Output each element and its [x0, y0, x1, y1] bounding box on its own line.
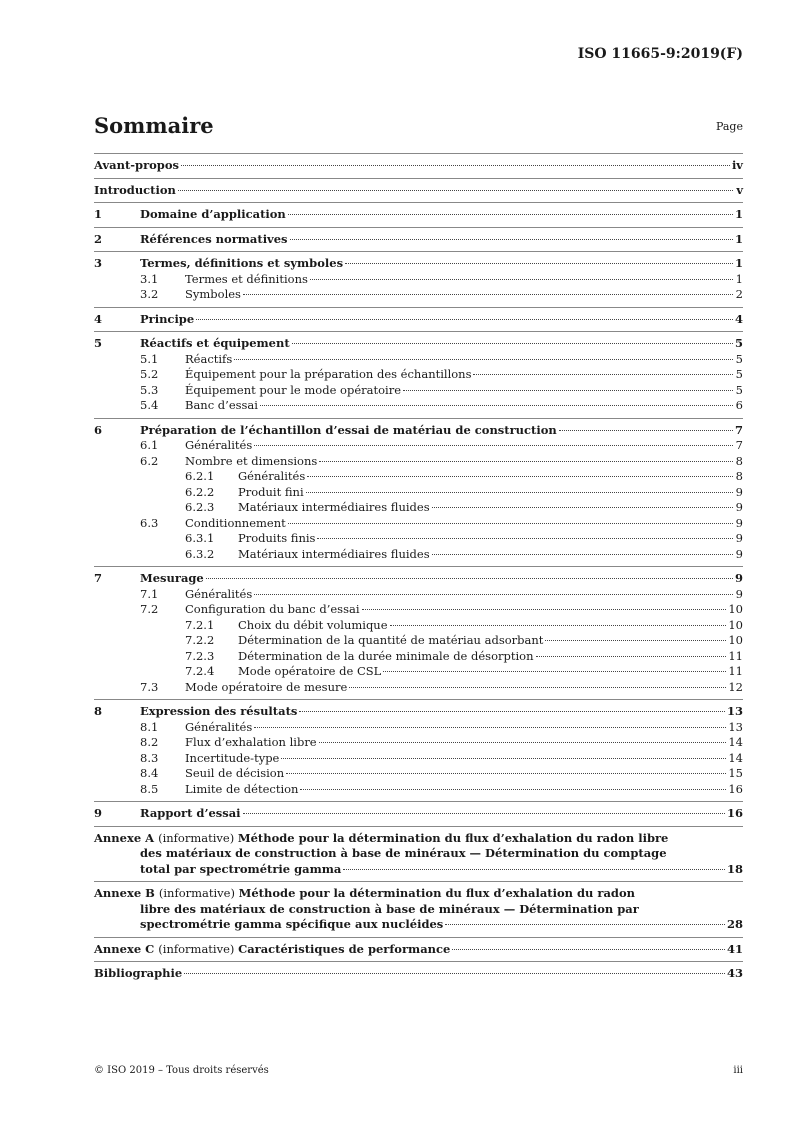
toc-entry-title: Préparation de l’échantillon d’essai de matériau de construction	[140, 422, 557, 437]
toc-entry-page: 28	[726, 917, 743, 931]
toc-entry-title: Généralités	[185, 438, 253, 452]
toc-entry-line[interactable]	[238, 547, 743, 563]
toc-leader-dots	[299, 711, 725, 712]
toc-entry[interactable]	[94, 806, 743, 822]
toc-entry[interactable]	[94, 547, 743, 563]
toc-entry-number: 8.2	[140, 735, 159, 749]
toc-entry[interactable]	[94, 423, 743, 439]
toc-leader-dots	[310, 279, 733, 280]
toc-leader-dots	[206, 578, 733, 579]
toc-entry-page: 5	[734, 336, 743, 350]
toc-leader-dots	[536, 656, 727, 657]
toc-entry-line[interactable]	[238, 485, 743, 501]
toc-entry-line[interactable]	[185, 735, 743, 751]
toc-entry[interactable]	[94, 336, 743, 352]
annex-first-line	[94, 831, 743, 847]
toc-leader-dots	[432, 554, 733, 555]
toc-entry-title: Mesurage	[140, 571, 204, 585]
toc-entry[interactable]	[94, 664, 743, 680]
toc-entry-page: 9	[735, 531, 743, 545]
toc-entry-title: Termes et définitions	[185, 271, 308, 286]
toc-entry-page: iv	[731, 158, 743, 172]
toc-entry-title: Avant-propos	[94, 158, 179, 172]
toc-entry-page: 16	[728, 781, 743, 796]
document-reference: ISO 11665-9:2019(F)	[577, 46, 743, 62]
toc-leader-dots	[234, 359, 733, 360]
toc-entry-title: Équipement pour le mode opératoire	[185, 382, 402, 397]
toc-entry-line[interactable]	[238, 649, 743, 665]
toc-leader-dots	[292, 343, 733, 344]
toc-entry-page: 5	[735, 382, 743, 397]
toc-entry-number: 8.1	[140, 719, 159, 734]
toc-separator	[94, 202, 743, 203]
toc-entry-title: Domaine d’application	[140, 207, 286, 221]
toc-entry-line[interactable]	[238, 664, 743, 680]
toc-leader-dots	[349, 687, 726, 688]
toc-leader-dots	[181, 165, 730, 166]
toc-entry-title: Réactifs	[185, 351, 233, 366]
annex-first-line	[94, 886, 743, 902]
toc-entry-line[interactable]	[185, 516, 743, 532]
toc-entry-line[interactable]	[140, 423, 743, 439]
annex-title-line1: Méthode pour la détermination du flux d’exhalation du radon libre	[237, 830, 669, 845]
toc-entry-page: 18	[726, 861, 743, 876]
toc-entry-title: Banc d’essai	[185, 398, 258, 412]
toc-entry[interactable]	[94, 571, 743, 587]
toc-entry[interactable]	[94, 438, 743, 454]
toc-leader-dots	[307, 476, 733, 477]
toc-entry-number: 8.4	[140, 766, 159, 780]
toc-entry[interactable]	[94, 469, 743, 485]
toc-leader-dots	[288, 523, 733, 524]
toc-entry-page: 9	[735, 500, 743, 514]
toc-entry[interactable]	[94, 158, 743, 174]
toc-entry-line[interactable]	[238, 531, 743, 547]
toc-separator	[94, 307, 743, 308]
toc-entry-page: 14	[728, 735, 743, 749]
toc-entry-line[interactable]	[185, 782, 743, 798]
toc-entry[interactable]	[94, 232, 743, 248]
toc-entry-title: Détermination de la durée minimale de désorption	[238, 648, 534, 663]
toc-entry-line[interactable]	[185, 454, 743, 470]
toc-entry-number: 3.1	[140, 271, 159, 286]
toc-entry-number: 6.1	[140, 438, 159, 452]
toc-entry-number: 6.3	[140, 515, 159, 530]
toc-entry-line[interactable]	[185, 587, 743, 603]
toc-annex-c-entry[interactable]	[94, 942, 743, 958]
toc-entry-page: 11	[728, 648, 743, 663]
toc-entry-page: 5	[735, 367, 743, 381]
toc-entry-line[interactable]	[94, 942, 743, 958]
page-title: Sommaire	[94, 113, 214, 138]
toc-entry-title: Équipement pour la préparation des échantillons	[185, 367, 472, 381]
toc-entry-page: 16	[726, 806, 743, 820]
toc-entry[interactable]	[94, 633, 743, 649]
toc-entry-number: 8.3	[140, 750, 159, 765]
toc-leader-dots	[281, 758, 726, 759]
toc-entry-number: 7.2.2	[185, 633, 215, 647]
toc-entry-page: 12	[728, 679, 743, 694]
toc-entry-number: 6.2.2	[185, 484, 215, 499]
annex-label: Annexe A	[94, 830, 159, 845]
toc-entry[interactable]	[94, 680, 743, 696]
toc-entry-page: 10	[728, 602, 743, 616]
toc-entry[interactable]	[94, 516, 743, 532]
toc-entry[interactable]	[94, 183, 743, 199]
toc-entry-line[interactable]	[238, 618, 743, 634]
toc-leader-dots	[254, 594, 733, 595]
toc-leader-dots	[243, 294, 733, 295]
toc-separator	[94, 178, 743, 179]
annex-title-line1: Méthode pour la détermination du flux d’exhalation du radon	[238, 886, 636, 900]
toc-leader-dots	[403, 390, 733, 391]
toc-leader-dots	[306, 492, 733, 493]
toc-entry-page: 5	[735, 351, 743, 366]
toc-entry-title: Matériaux intermédiaires fluides	[238, 500, 430, 514]
toc-entry-title: Incertitude-type	[185, 750, 280, 765]
toc-entry-number: 7.2.4	[185, 664, 215, 678]
toc-entry-line[interactable]	[94, 966, 743, 982]
toc-entry-page: 7	[734, 422, 743, 437]
annex-title-line3: spectrométrie gamma spécifique aux nucléides	[140, 917, 444, 931]
copyright-footer: © ISO 2019 – Tous droits réservés	[94, 1065, 269, 1076]
toc-entry-page: 8	[735, 469, 743, 483]
toc-leader-dots	[254, 445, 733, 446]
toc-separator	[94, 418, 743, 419]
toc-entry-line[interactable]	[140, 207, 743, 223]
annex-title-line2: des matériaux de construction à base de minéraux — Détermination du comptage	[140, 846, 667, 860]
toc-entry-title: Détermination de la quantité de matériau adsorbant	[238, 633, 544, 647]
toc-entry-title	[94, 942, 450, 958]
toc-entry-number: 7.2.3	[185, 648, 215, 663]
toc-leader-dots	[545, 640, 726, 641]
toc-leader-dots	[432, 507, 733, 508]
toc-entry-title: Termes, définitions et symboles	[140, 256, 344, 270]
toc-entry-page: v	[736, 182, 743, 197]
toc-separator	[94, 699, 743, 700]
annex-title: Caractéristiques de performance	[238, 941, 451, 956]
toc-entry-line[interactable]	[185, 751, 743, 767]
toc-entry-line[interactable]	[140, 232, 743, 248]
toc-entry-page: 9	[735, 546, 743, 561]
toc-entry[interactable]	[94, 485, 743, 501]
toc-entry-number: 8	[94, 704, 103, 718]
toc-entry-page: 9	[735, 484, 743, 499]
toc-entry-number: 9	[94, 806, 103, 820]
annex-type: (informative)	[158, 830, 238, 845]
toc-entry-page: 4	[734, 311, 743, 326]
table-of-contents	[94, 149, 743, 982]
toc-annex-entry[interactable]	[94, 886, 743, 933]
toc-entry-page: 10	[728, 633, 743, 647]
toc-entry[interactable]	[94, 500, 743, 516]
toc-leader-dots	[184, 973, 725, 974]
toc-leader-dots	[390, 625, 727, 626]
toc-leader-dots	[319, 461, 733, 462]
toc-entry[interactable]	[94, 367, 743, 383]
annex-label: Annexe B	[94, 886, 159, 900]
annex-type: (informative)	[158, 941, 239, 956]
toc-entry-title: Mode opératoire de CSL	[238, 664, 382, 678]
toc-annex-entry[interactable]	[94, 831, 743, 878]
toc-leader-dots	[300, 789, 726, 790]
toc-entry-number: 5.3	[140, 382, 159, 397]
toc-entry-line[interactable]	[185, 720, 743, 736]
toc-leader-dots	[362, 609, 727, 610]
toc-entry[interactable]	[94, 782, 743, 798]
toc-entry-page: 6	[735, 398, 743, 412]
toc-entry-number: 5	[94, 336, 103, 350]
toc-entry-title: Flux d’exhalation libre	[185, 735, 317, 749]
toc-leader-dots	[445, 924, 725, 925]
toc-entry-page: 8	[735, 453, 743, 468]
toc-entry-number: 5.2	[140, 367, 159, 381]
toc-entry-line[interactable]	[94, 183, 743, 199]
toc-separator	[94, 566, 743, 567]
toc-separator	[94, 826, 743, 827]
toc-entry[interactable]	[94, 751, 743, 767]
toc-entry-number: 3.2	[140, 287, 159, 301]
toc-entry-line[interactable]	[140, 312, 743, 328]
toc-entry-title: Références normatives	[140, 231, 288, 246]
toc-entry[interactable]	[94, 454, 743, 470]
toc-separator	[94, 801, 743, 802]
toc-entry[interactable]	[94, 287, 743, 303]
toc-entry-line[interactable]	[185, 352, 743, 368]
toc-entry-title: Matériaux intermédiaires fluides	[238, 546, 430, 561]
toc-entry-line[interactable]	[185, 602, 743, 618]
toc-entry[interactable]	[94, 383, 743, 399]
toc-entry-title: Produits finis	[238, 531, 316, 545]
toc-entry-line[interactable]	[185, 272, 743, 288]
toc-entry-line[interactable]	[140, 571, 743, 587]
toc-entry-title: Produit fini	[238, 484, 304, 499]
toc-entry[interactable]	[94, 272, 743, 288]
toc-leader-dots	[254, 727, 726, 728]
toc-entry[interactable]	[94, 352, 743, 368]
annex-title-line3: total par spectrométrie gamma	[140, 861, 342, 876]
toc-leader-dots	[286, 773, 726, 774]
toc-separator	[94, 937, 743, 938]
toc-entry-line[interactable]	[238, 469, 743, 485]
toc-entry-line[interactable]	[238, 500, 743, 516]
toc-bibliography-entry[interactable]	[94, 966, 743, 982]
toc-entry[interactable]	[94, 312, 743, 328]
toc-leader-dots	[559, 430, 733, 431]
toc-entry-number: 8.5	[140, 781, 159, 796]
toc-entry-page: 1	[735, 271, 743, 286]
toc-separator	[94, 251, 743, 252]
toc-entry-line[interactable]	[140, 704, 743, 720]
toc-entry[interactable]	[94, 531, 743, 547]
toc-leader-dots	[290, 239, 733, 240]
toc-entry-page: 9	[735, 586, 743, 601]
toc-separator	[94, 153, 743, 154]
toc-entry-title: Seuil de décision	[185, 766, 285, 780]
toc-leader-dots	[178, 190, 733, 191]
toc-entry-title: Généralités	[185, 719, 253, 734]
toc-entry[interactable]	[94, 398, 743, 414]
page-number: iii	[733, 1065, 743, 1076]
toc-entry[interactable]	[94, 207, 743, 223]
toc-entry-number: 1	[94, 207, 103, 221]
toc-entry-page: 14	[728, 750, 743, 765]
toc-leader-dots	[288, 214, 733, 215]
toc-entry-page: 1	[734, 207, 743, 221]
toc-entry-page: 1	[734, 231, 743, 246]
toc-entry-title: Choix du débit volumique	[238, 617, 388, 632]
toc-entry-title: Principe	[140, 311, 195, 326]
toc-leader-dots	[345, 263, 733, 264]
toc-entry-line[interactable]	[185, 680, 743, 696]
toc-entry[interactable]	[94, 587, 743, 603]
toc-leader-dots	[196, 319, 733, 320]
toc-entry-page: 7	[735, 438, 743, 452]
toc-entry[interactable]	[94, 720, 743, 736]
toc-separator	[94, 331, 743, 332]
toc-entry-number: 7.3	[140, 679, 159, 694]
toc-leader-dots	[452, 949, 725, 950]
toc-entry-number: 4	[94, 311, 103, 326]
annex-last-line	[94, 862, 743, 878]
toc-entry-number: 6	[94, 422, 103, 437]
toc-entry-page: 15	[728, 766, 743, 780]
annex-title-line2: libre des matériaux de construction à base de minéraux — Détermination par	[140, 901, 639, 916]
toc-entry-page: 13	[726, 704, 743, 718]
toc-entry-number: 2	[94, 231, 103, 246]
annex-label: Annexe C	[94, 941, 159, 956]
toc-entry-title: Mode opératoire de mesure	[185, 679, 348, 694]
toc-entry-title: Configuration du banc d’essai	[185, 602, 360, 616]
toc-entry-page: 41	[726, 941, 743, 956]
toc-separator	[94, 227, 743, 228]
toc-separator	[94, 881, 743, 882]
toc-entry-number: 5.1	[140, 351, 159, 366]
toc-entry-page: 43	[726, 966, 743, 980]
toc-entry-page: 9	[734, 571, 743, 585]
toc-leader-dots	[383, 671, 726, 672]
toc-entry-title: Conditionnement	[185, 515, 286, 530]
toc-entry-title: Rapport d’essai	[140, 806, 241, 820]
toc-entry-line[interactable]	[185, 287, 743, 303]
toc-entry[interactable]	[94, 256, 743, 272]
toc-entry-line[interactable]	[140, 256, 743, 272]
annex-last-line	[94, 917, 743, 933]
toc-entry[interactable]	[94, 766, 743, 782]
toc-leader-dots	[243, 813, 725, 814]
toc-entry-title: Expression des résultats	[140, 704, 298, 718]
toc-entry[interactable]	[94, 649, 743, 665]
toc-entry-title: Bibliographie	[94, 966, 183, 980]
toc-entry-title: Limite de détection	[185, 781, 299, 796]
toc-entry-number: 5.4	[140, 398, 159, 412]
toc-entry-number: 7.2	[140, 602, 159, 616]
toc-entry-page: 2	[735, 287, 743, 301]
annex-type: (informative)	[158, 886, 239, 900]
toc-entry-title: Généralités	[185, 586, 253, 601]
toc-entry-page: 1	[734, 256, 743, 270]
toc-entry-line[interactable]	[140, 336, 743, 352]
toc-entry-line[interactable]	[185, 766, 743, 782]
page-column-label: Page	[715, 120, 743, 133]
toc-entry[interactable]	[94, 704, 743, 720]
toc-entry-title: Réactifs et équipement	[140, 336, 290, 350]
toc-entry-line[interactable]	[185, 438, 743, 454]
toc-entry-page: 11	[728, 664, 743, 678]
toc-entry-line[interactable]	[185, 367, 743, 383]
toc-separator	[94, 961, 743, 962]
toc-leader-dots	[260, 405, 733, 406]
toc-entry-page: 9	[735, 515, 743, 530]
toc-entry[interactable]	[94, 602, 743, 618]
toc-entry-page: 13	[728, 719, 743, 734]
toc-entry-number: 7	[94, 571, 103, 585]
toc-entry-line[interactable]	[140, 806, 743, 822]
toc-entry[interactable]	[94, 735, 743, 751]
toc-entry-number: 7.1	[140, 586, 159, 601]
toc-leader-dots	[343, 869, 725, 870]
toc-entry-line[interactable]	[238, 633, 743, 649]
toc-entry-number: 6.2	[140, 453, 159, 468]
toc-entry-title: Nombre et dimensions	[185, 453, 318, 468]
toc-entry-line[interactable]	[185, 383, 743, 399]
toc-entry-line[interactable]	[94, 158, 743, 174]
toc-entry-title: Introduction	[94, 182, 176, 197]
toc-leader-dots	[319, 742, 727, 743]
toc-entry[interactable]	[94, 618, 743, 634]
toc-entry-page: 10	[728, 617, 743, 632]
toc-entry-number: 7.2.1	[185, 617, 215, 632]
toc-entry-title: Généralités	[238, 469, 306, 483]
toc-entry-line[interactable]	[185, 398, 743, 414]
toc-entry-number: 6.2.3	[185, 500, 215, 514]
toc-leader-dots	[473, 374, 733, 375]
toc-leader-dots	[317, 538, 733, 539]
toc-entry-number: 6.2.1	[185, 469, 215, 483]
toc-entry-number: 6.3.1	[185, 531, 215, 545]
toc-entry-number: 3	[94, 256, 103, 270]
toc-entry-title: Symboles	[185, 287, 241, 301]
toc-entry-number: 6.3.2	[185, 546, 215, 561]
